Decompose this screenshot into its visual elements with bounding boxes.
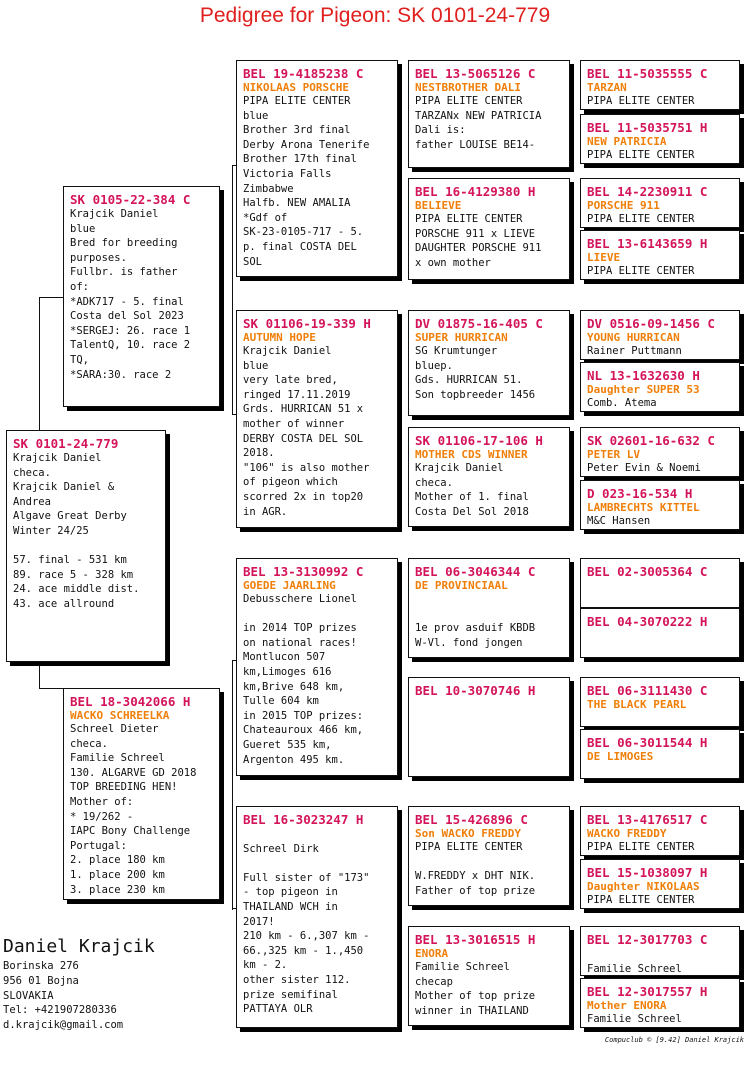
ring-number: DV 01875-16-405 C bbox=[415, 316, 543, 331]
owner-address bbox=[3, 959, 123, 1033]
pigeon-card-g5-10[interactable] bbox=[580, 608, 740, 658]
pigeon-card-g5-16[interactable] bbox=[580, 978, 740, 1028]
ring-number: BEL 13-3130992 C bbox=[243, 564, 364, 579]
pigeon-card-sire[interactable] bbox=[63, 186, 220, 407]
pigeon-name: Daughter SUPER 53 bbox=[587, 383, 700, 396]
pigeon-name: NEW PATRICIA bbox=[587, 135, 667, 148]
pigeon-info: PIPA ELITE CENTER bbox=[587, 213, 695, 225]
pigeon-info: Familie Schreel checap Mother of top prize winner in THAILAND bbox=[415, 961, 536, 1017]
pigeon-info: PIPA ELITE CENTER bbox=[587, 149, 695, 161]
pigeon-card-g5-15[interactable] bbox=[580, 926, 740, 976]
pigeon-name: AUTUMN HOPE bbox=[243, 331, 316, 344]
pigeon-card-g5-12[interactable] bbox=[580, 729, 740, 779]
pigeon-name: LIEVE bbox=[587, 251, 621, 264]
pigeon-card-dam-sire[interactable] bbox=[236, 558, 398, 776]
ring-number: BEL 12-3017557 H bbox=[587, 984, 708, 999]
pigeon-info: Familie Schreel bbox=[587, 962, 682, 975]
connector-line bbox=[232, 710, 233, 910]
pigeon-card-g5-11[interactable] bbox=[580, 677, 740, 727]
pigeon-info: Krajcik Daniel blue Bred for breeding purposes. Fullbr. is father of: *ADK717 - 5. final Costa del Sol 2023 *SERGEJ: 26. race 1 TalentQ, 10. race 2 TQ, *SARA:30. race 2 bbox=[70, 208, 191, 381]
ring-number: BEL 15-426896 C bbox=[415, 812, 528, 827]
ring-number: BEL 16-4129380 H bbox=[415, 184, 536, 199]
pigeon-info: 1e prov asduif KBDB W-Vl. fond jongen bbox=[415, 622, 536, 649]
owner-street: Borinska 276 bbox=[3, 960, 79, 972]
pigeon-card-dds[interactable] bbox=[408, 806, 570, 906]
connector-line bbox=[39, 688, 65, 689]
pigeon-card-g5-9[interactable] bbox=[580, 558, 740, 608]
ring-number: SK 0101-24-779 bbox=[13, 436, 119, 451]
pigeon-card-g5-13[interactable] bbox=[580, 806, 740, 856]
pigeon-card-ssd[interactable] bbox=[408, 178, 570, 280]
pigeon-card-g5-4[interactable] bbox=[580, 230, 740, 280]
ring-number: BEL 14-2230911 C bbox=[587, 184, 708, 199]
owner-phone: Tel: +421907280336 bbox=[3, 1004, 117, 1017]
pigeon-info: Rainer Puttmann bbox=[587, 345, 682, 357]
ring-number: BEL 19-4185238 C bbox=[243, 66, 364, 81]
pigeon-name: BELIEVE bbox=[415, 199, 462, 212]
pigeon-card-subject[interactable] bbox=[6, 430, 166, 662]
pigeon-card-g5-6[interactable] bbox=[580, 362, 740, 412]
ring-number: BEL 15-1038097 H bbox=[587, 865, 708, 880]
ring-number: SK 02601-16-632 C bbox=[587, 433, 715, 448]
ring-number: SK 0105-22-384 C bbox=[70, 192, 191, 207]
pigeon-info: PIPA ELITE CENTER bbox=[587, 841, 695, 853]
pigeon-card-dam-dam[interactable] bbox=[236, 806, 398, 1028]
owner-email: d.krajcik@gmail.com bbox=[3, 1019, 124, 1032]
pigeon-name: WACKO FREDDY bbox=[587, 827, 667, 840]
pigeon-info: Peter Evin & Noemi bbox=[587, 462, 701, 474]
pigeon-name: WACKO SCHREELKA bbox=[70, 709, 170, 722]
ring-number: BEL 06-3111430 C bbox=[587, 683, 708, 698]
ring-number: BEL 11-5035751 H bbox=[587, 120, 708, 135]
pigeon-name: GOEDE JAARLING bbox=[243, 579, 336, 592]
pigeon-name: YOUNG HURRICAN bbox=[587, 331, 680, 344]
pigeon-card-g5-2[interactable] bbox=[580, 114, 740, 164]
pigeon-card-sire-dam[interactable] bbox=[236, 310, 398, 528]
pigeon-card-sdd[interactable] bbox=[408, 427, 570, 527]
connector-line bbox=[232, 165, 233, 295]
page-title: Pedigree for Pigeon: SK 0101-24-779 bbox=[199, 4, 551, 27]
pigeon-card-sds[interactable] bbox=[408, 310, 570, 416]
footer-credit: Compuclub © [9.42] Daniel Krajcik bbox=[604, 1036, 744, 1044]
ring-number: BEL 13-3016515 H bbox=[415, 932, 536, 947]
pigeon-info: SG Krumtunger bluep. Gds. HURRICAN 51. Son topbreeder 1456 bbox=[415, 345, 536, 401]
pigeon-card-g5-8[interactable] bbox=[580, 480, 740, 530]
pigeon-info: Debusschere Lionel in 2014 TOP prizes on national races! Montlucon 507 km,Limoges 616 km,Brive 648 km, Tulle 604 km in 2015 TOP prizes: Chateauroux 466 km, Gueret 535 km, Argenton 495 km. bbox=[243, 593, 364, 766]
connector-line bbox=[39, 660, 40, 688]
pigeon-info: Schreel Dieter checa. Familie Schreel 130. ALGARVE GD 2018 TOP BREEDING HEN! Mother of: * 19/262 - IAPC Bony Challenge Portugal: 2. place 180 km 1. place 200 km 3. place 230 km bbox=[70, 723, 197, 896]
ring-number: BEL 18-3042066 H bbox=[70, 694, 191, 709]
ring-number: BEL 06-3011544 H bbox=[587, 735, 708, 750]
ring-number: BEL 13-4176517 C bbox=[587, 812, 708, 827]
pigeon-name: TARZAN bbox=[587, 81, 627, 94]
ring-number: DV 0516-09-1456 C bbox=[587, 316, 715, 331]
ring-number: BEL 13-5065126 C bbox=[415, 66, 536, 81]
pigeon-info: PIPA ELITE CENTER TARZANx NEW PATRICIA Dali is: father LOUISE BE14- bbox=[415, 95, 542, 151]
pigeon-info: PIPA ELITE CENTER PORSCHE 911 x LIEVE DAUGHTER PORSCHE 911 x own mother bbox=[415, 213, 542, 269]
pigeon-info: PIPA ELITE CENTER W.FREDDY x DHT NIK. Father of top prize bbox=[415, 841, 536, 897]
pigeon-name: Daughter NIKOLAAS bbox=[587, 880, 700, 893]
ring-number: BEL 06-3046344 C bbox=[415, 564, 536, 579]
pigeon-info: PIPA ELITE CENTER bbox=[587, 265, 695, 277]
pigeon-card-dsd[interactable] bbox=[408, 677, 570, 777]
pigeon-name: Son WACKO FREDDY bbox=[415, 827, 521, 840]
ring-number: BEL 16-3023247 H bbox=[243, 812, 364, 827]
owner-city: 956 01 Bojna bbox=[3, 974, 79, 987]
connector-line bbox=[232, 660, 233, 710]
ring-number: BEL 13-6143659 H bbox=[587, 236, 708, 251]
pigeon-info: PIPA ELITE CENTER bbox=[587, 95, 695, 107]
pigeon-name: Mother ENORA bbox=[587, 999, 667, 1012]
ring-number: BEL 10-3070746 H bbox=[415, 683, 536, 698]
owner-name: Daniel Krajcik bbox=[3, 936, 155, 957]
pigeon-info: PIPA ELITE CENTER blue Brother 3rd final Derby Arona Tenerife Brother 17th final Victoria Falls Zimbabwe Halfb. NEW AMALIA *Gdf of SK-23-0105-717 - 5. p. final COSTA DEL SOL bbox=[243, 95, 370, 268]
ring-number: BEL 12-3017703 C bbox=[587, 932, 708, 947]
ring-number: BEL 02-3005364 C bbox=[587, 564, 708, 579]
pigeon-card-g5-14[interactable] bbox=[580, 859, 740, 909]
pigeon-info: Krajcik Daniel checa. Krajcik Daniel & Andrea Algave Great Derby Winter 24/25 57. final - 531 km 89. race 5 - 328 km 24. ace middle dist. 43. ace allround bbox=[13, 452, 140, 610]
connector-line bbox=[39, 297, 65, 298]
pigeon-name: ENORA bbox=[415, 947, 449, 960]
pigeon-name: DE LIMOGES bbox=[587, 750, 654, 763]
ring-number: BEL 11-5035555 C bbox=[587, 66, 708, 81]
owner-country: SLOVAKIA bbox=[3, 989, 54, 1002]
ring-number: D 023-16-534 H bbox=[587, 486, 693, 501]
connector-line bbox=[232, 295, 233, 415]
ring-number: SK 01106-19-339 H bbox=[243, 316, 371, 331]
pigeon-card-g5-7[interactable] bbox=[580, 427, 740, 477]
pigeon-info: M&C Hansen bbox=[587, 515, 651, 527]
pigeon-info: PIPA ELITE CENTER bbox=[587, 894, 695, 906]
pigeon-card-sire-sire[interactable] bbox=[236, 60, 398, 277]
ring-number: BEL 04-3070222 H bbox=[587, 614, 708, 629]
pigeon-info: Schreel Dirk Full sister of "173" - top pigeon in THAILAND WCH in 2017! 210 km - 6.,307 km - 66.,325 km - 1.,450 km - 2. other sister 112. prize semifinal PATTAYA OLR bbox=[243, 842, 370, 1016]
pigeon-card-dam[interactable] bbox=[63, 688, 220, 900]
pigeon-card-dss[interactable] bbox=[408, 558, 570, 658]
pigeon-info: Familie Schreel bbox=[587, 1013, 682, 1025]
pigeon-card-g5-1[interactable] bbox=[580, 60, 740, 110]
connector-line bbox=[39, 297, 40, 433]
pigeon-name: PETER LV bbox=[587, 448, 640, 461]
pigeon-name: PORSCHE 911 bbox=[587, 199, 660, 212]
pigeon-card-sss[interactable] bbox=[408, 60, 570, 168]
pigeon-info: Krajcik Daniel checa. Mother of 1. final Costa Del Sol 2018 bbox=[415, 462, 529, 518]
pigeon-name: NIKOLAAS PORSCHE bbox=[243, 81, 349, 94]
pigeon-name: MOTHER CDS WINNER bbox=[415, 448, 528, 461]
pigeon-card-ddd[interactable] bbox=[408, 926, 570, 1026]
pigeon-info: Comb. Atema bbox=[587, 397, 657, 409]
pigeon-name: THE BLACK PEARL bbox=[587, 698, 687, 711]
pigeon-card-g5-5[interactable] bbox=[580, 310, 740, 360]
pigeon-card-g5-3[interactable] bbox=[580, 178, 740, 228]
pigeon-info: Krajcik Daniel blue very late bred, ringed 17.11.2019 Grds. HURRICAN 51 x mother of winner DERBY COSTA DEL SOL 2018. "106" is also mother of pigeon which scorred 2x in top20 in AGR. bbox=[243, 345, 370, 518]
ring-number: NL 13-1632630 H bbox=[587, 368, 700, 383]
pigeon-name: SUPER HURRICAN bbox=[415, 331, 508, 344]
pigeon-name: NESTBROTHER DALI bbox=[415, 81, 521, 94]
ring-number: SK 01106-17-106 H bbox=[415, 433, 543, 448]
pigeon-name: DE PROVINCIAAL bbox=[415, 579, 508, 592]
pigeon-name: LAMBRECHTS KITTEL bbox=[587, 501, 700, 514]
